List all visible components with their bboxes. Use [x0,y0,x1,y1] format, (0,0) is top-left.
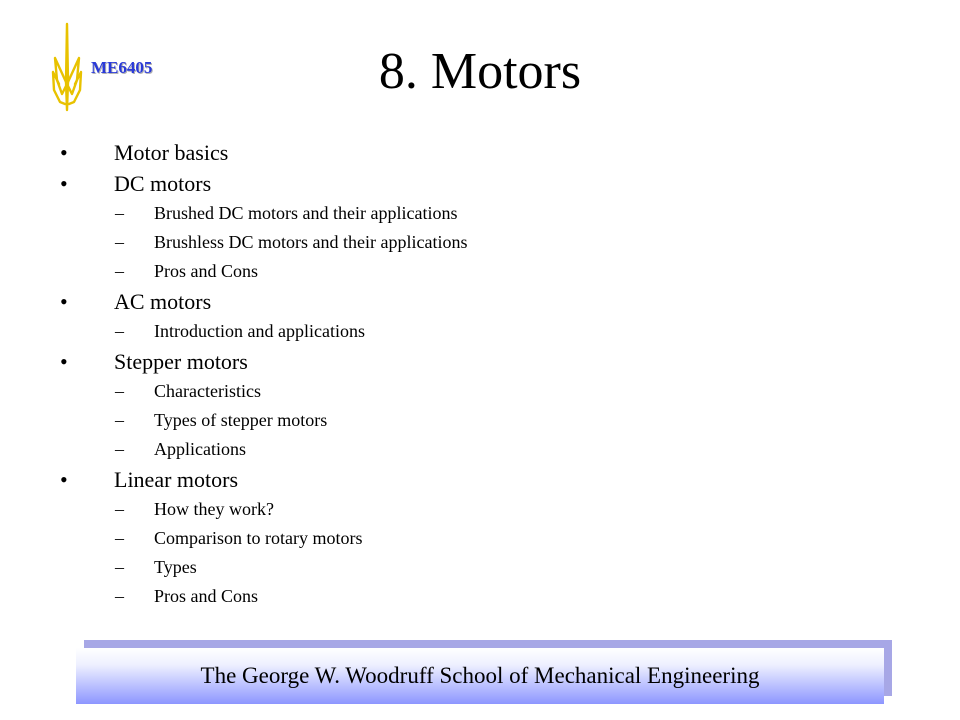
bullet-marker: • [60,140,68,165]
outline-subitem [60,257,900,286]
outline-subitem [60,377,900,406]
dash-marker: – [115,586,124,606]
outline-subitem [60,524,900,553]
dash-marker: – [115,321,124,341]
bullet-marker: • [60,289,68,314]
dash-marker: – [115,439,124,459]
outline-subitem [60,317,900,346]
footer-bar [76,648,884,704]
outline-item [60,346,900,377]
outline-subitem [60,228,900,257]
outline-item [60,286,900,317]
outline-item [60,464,900,495]
dash-marker: – [115,499,124,519]
outline-subitem-text: How they work? [154,499,274,519]
outline-subitem-text: Comparison to rotary motors [154,528,363,548]
dash-marker: – [115,232,124,252]
outline-subitem-text: Types of stepper motors [154,410,328,430]
footer-text: The George W. Woodruff School of Mechanical Engineering [200,663,760,688]
dash-marker: – [115,410,124,430]
outline-item-text: Stepper motors [114,349,248,374]
course-code: ME6405 [91,58,153,77]
outline-subitem [60,199,900,228]
bullet-marker: • [60,349,68,374]
outline-list [60,137,900,611]
dash-marker: – [115,381,124,401]
outline-item-text: Linear motors [114,467,239,492]
outline-subitem [60,582,900,611]
dash-marker: – [115,261,124,281]
outline-subitem [60,406,900,435]
outline-item-text: Motor basics [114,140,229,165]
dash-marker: – [115,528,124,548]
outline-subitem-text: Applications [154,439,246,459]
outline-subitem-text: Characteristics [154,381,261,401]
outline-item [60,168,900,199]
outline-subitem-text: Brushless DC motors and their applications [154,232,468,252]
outline-subitem-text: Brushed DC motors and their applications [154,203,458,223]
slide-title: 8. Motors [378,43,582,100]
outline-item [60,137,900,168]
outline-subitem-text: Types [154,557,197,577]
bullet-marker: • [60,171,68,196]
outline-subitem-text: Introduction and applications [154,321,365,341]
dash-marker: – [115,557,124,577]
outline-subitem [60,435,900,464]
dash-marker: – [115,203,124,223]
outline-subitem-text: Pros and Cons [154,586,259,606]
outline-subitem-text: Pros and Cons [154,261,259,281]
bullet-marker: • [60,467,68,492]
outline-item-text: AC motors [114,289,212,314]
outline-subitem [60,553,900,582]
outline-item-text: DC motors [114,171,212,196]
outline-subitem [60,495,900,524]
